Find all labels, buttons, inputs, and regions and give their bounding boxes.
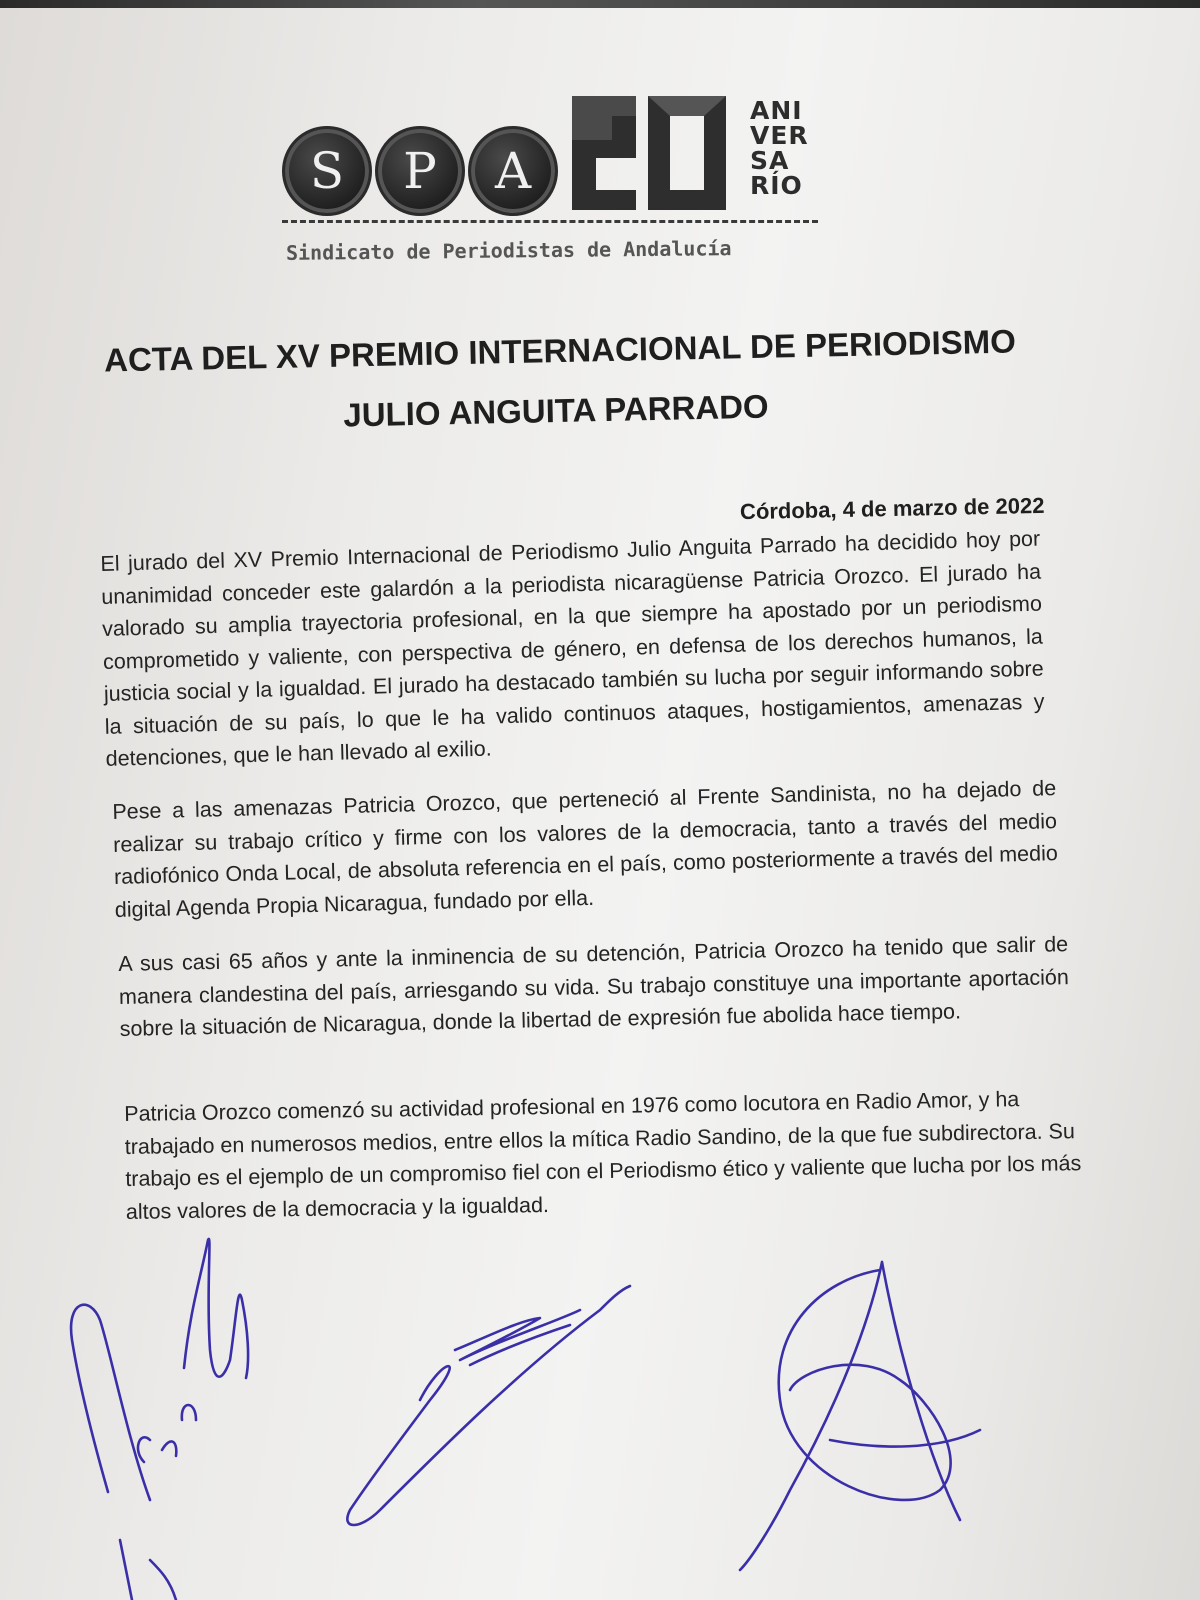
logo-aniversario-text xyxy=(750,98,809,198)
document-title-line-1: ACTA DEL XV PREMIO INTERNACIONAL DE PERIODISMO xyxy=(103,322,1017,379)
signature-2 xyxy=(347,1286,630,1525)
logo-seal-a: A xyxy=(468,126,558,216)
paragraph-3: A sus casi 65 años y ante la inminencia de su detención, Patricia Orozco ha tenido que salir de manera clandestina del país, arriesgando su vida. Su trabajo constituye una importante aportación sobre la situación de Nicaragua, donde la libertad de expresión fue abolida hace tiempo. xyxy=(118,932,1070,1041)
logo-union-name: Sindicato de Periodistas de Andalucía xyxy=(285,236,732,265)
paragraph-2: Pese a las amenazas Patricia Orozco, que perteneció al Frente Sandinista, no ha dejado de realizar su trabajo crítico y firme con los valores de la democracia, tanto a través del medio radiofónico Onda Local, de absoluta referencia en el país, como posteriormente a través del medio digital Agenda Propia Nicaragua, fundado por ella. xyxy=(112,776,1059,922)
aniversario-line: SA xyxy=(750,146,790,175)
logo-number-20 xyxy=(566,88,736,218)
aniversario-line: VER xyxy=(750,121,809,150)
signature-1-lower xyxy=(120,1540,176,1600)
paragraph-1: El jurado del XV Premio Internacional de Periodismo Julio Anguita Parrado ha decidido hoy por unanimidad conceder este galardón a la periodista nicaragüense Patricia Orozco. El jurado ha valorado su amplia trayectoria profesional, en la que siempre ha apostado por un periodismo comprometido y valiente, con perspectiva de género, en defensa de los derechos humanos, la justicia social y la igualdad. El jurado ha destacado también su lucha por seguir informando sobre la situación de su país, lo que le ha valido continuos ataques, hostigamientos, amenazas y detenciones, que le han llevado al exilio. xyxy=(100,526,1045,771)
aniversario-line: ANI xyxy=(750,96,803,125)
signature-3 xyxy=(740,1262,980,1570)
logo-seal-s: S xyxy=(282,126,372,216)
signatures-area xyxy=(0,1200,1200,1600)
page-edge-shadow xyxy=(0,0,1200,8)
paragraph-4: Patricia Orozco comenzó su actividad profesional en 1976 como locutora en Radio Amor, y ha trabajado en numerosos medios, entre ellos la mítica Radio Sandino, de la que fue subdirectora. Su trabajo es el ejemplo de un compromiso fiel con el Periodismo ético y valiente que lucha por los más altos valores de la democracia y la igualdad. xyxy=(124,1087,1082,1224)
document-title-line-2: JULIO ANGUITA PARRADO xyxy=(342,387,769,434)
logo-dashed-divider xyxy=(282,220,818,223)
aniversario-line: RÍO xyxy=(750,171,803,200)
spa-20-aniversario-logo xyxy=(282,88,822,278)
signature-1 xyxy=(71,1239,248,1500)
document-date: Córdoba, 4 de marzo de 2022 xyxy=(739,492,1045,525)
logo-seal-p: P xyxy=(375,126,465,216)
